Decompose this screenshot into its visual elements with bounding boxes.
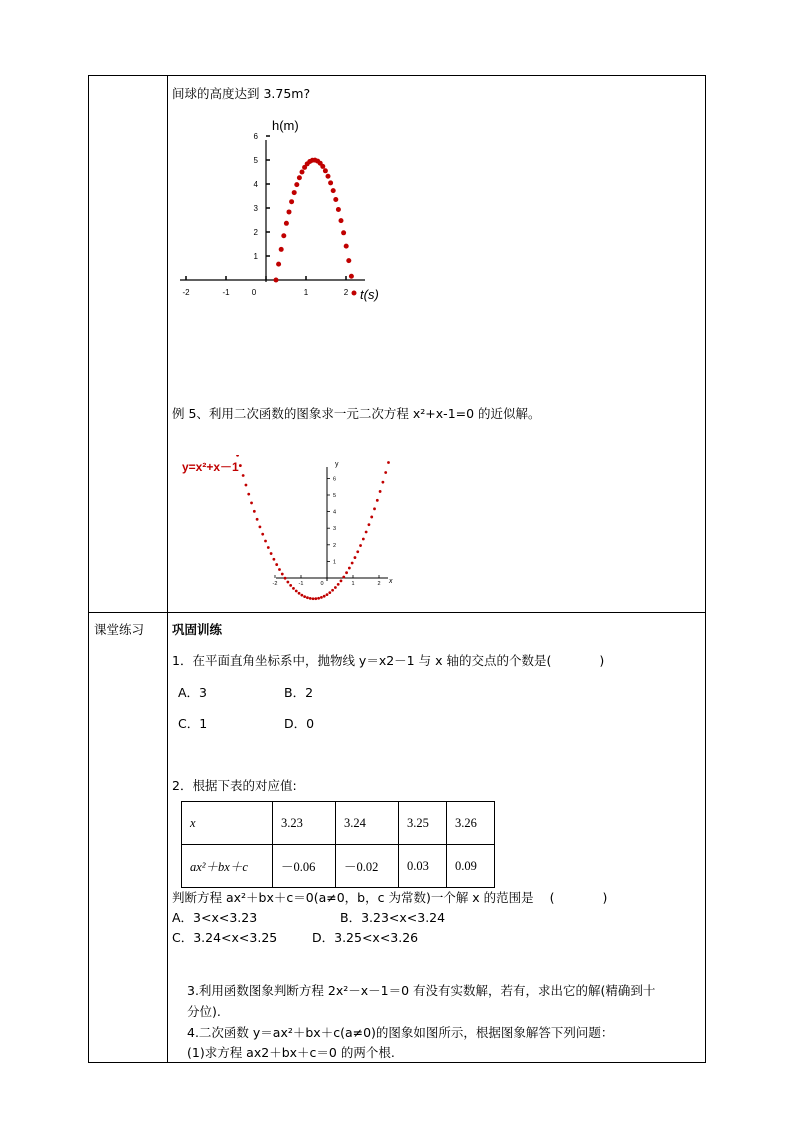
curve-dot bbox=[267, 546, 270, 549]
question-1-text: 1．在平面直角坐标系中，抛物线 y＝x2－1 与 x 轴的交点的个数是( bbox=[172, 653, 552, 668]
question-2: 2．根据下表的对应值: bbox=[172, 778, 297, 793]
curve-dot bbox=[328, 591, 331, 594]
curve-dot bbox=[276, 262, 281, 267]
y-tick-label: 5 bbox=[253, 156, 258, 165]
curve-dot bbox=[354, 556, 357, 559]
curve-dot bbox=[256, 518, 259, 521]
curve-dot bbox=[339, 218, 344, 223]
x-tick-label: -1 bbox=[298, 581, 304, 587]
curve-dot bbox=[250, 502, 253, 505]
curve-dot bbox=[261, 533, 264, 536]
curve-dot bbox=[303, 595, 306, 598]
curve-dot bbox=[294, 182, 299, 187]
y-tick-label: 4 bbox=[333, 509, 337, 516]
curve-dot bbox=[379, 490, 382, 493]
y-tick-label: 2 bbox=[253, 228, 258, 237]
curve-dot bbox=[349, 274, 354, 279]
curve-dot bbox=[292, 190, 297, 195]
curve-dot bbox=[356, 550, 359, 553]
curve-dot bbox=[300, 594, 303, 597]
table-cell: 3.24 bbox=[336, 802, 399, 845]
curve-dot bbox=[387, 461, 390, 464]
option-2d: D．3.25<x<3.26 bbox=[312, 930, 419, 945]
function-label: y=x²+x－1 bbox=[182, 460, 239, 474]
x-tick-label: 0 bbox=[320, 581, 324, 587]
curve-dot bbox=[376, 499, 379, 502]
curve-dot bbox=[278, 568, 281, 571]
option-2b: B．3.23<x<3.24 bbox=[340, 910, 446, 925]
table-cell: x bbox=[182, 802, 273, 845]
section-heading: 巩固训练 bbox=[172, 622, 223, 637]
curve-dot bbox=[342, 576, 345, 579]
x-tick-label: -2 bbox=[272, 581, 278, 587]
curve-dot bbox=[334, 586, 337, 589]
curve-dot bbox=[328, 180, 333, 185]
curve-dot bbox=[323, 595, 326, 598]
x-tick-label: 1 bbox=[303, 288, 309, 297]
table-cell: －0.02 bbox=[336, 845, 399, 888]
curve-dot bbox=[323, 168, 328, 173]
curve-dot bbox=[284, 221, 289, 226]
y-tick-label: 6 bbox=[333, 476, 337, 483]
curve-dot bbox=[284, 577, 287, 580]
option-2a: A．3<x<3.23 bbox=[172, 910, 258, 925]
question-2-paren-close: ) bbox=[602, 890, 608, 905]
curve-dot bbox=[292, 587, 295, 590]
curve-dot bbox=[253, 510, 256, 513]
y-axis-label: y bbox=[335, 461, 339, 468]
table-row bbox=[182, 845, 495, 888]
curve-dot bbox=[306, 596, 309, 599]
curve-dot bbox=[236, 455, 239, 457]
option-1d: D．0 bbox=[284, 716, 315, 731]
column-divider bbox=[167, 75, 168, 1063]
curve-dot bbox=[264, 540, 267, 543]
y-tick-label: 3 bbox=[253, 204, 258, 213]
curve-dot bbox=[242, 474, 245, 477]
curve-dot bbox=[239, 464, 242, 467]
row-label-practice: 课堂练习 bbox=[94, 622, 145, 637]
curve-dot bbox=[345, 571, 348, 574]
t-axis-label: t(s) bbox=[360, 287, 379, 302]
curve-dot bbox=[384, 471, 387, 474]
curve-dot bbox=[341, 230, 346, 235]
x-tick-label: 2 bbox=[377, 581, 381, 587]
curve-dot bbox=[368, 523, 371, 526]
x-tick-label: 0 bbox=[251, 288, 257, 297]
y-tick-label: 3 bbox=[333, 526, 337, 533]
question-2-paren-open: ( bbox=[549, 890, 555, 905]
question-2-judge-text: 判断方程 ax²＋bx＋c＝0(a≠0，b，c 为常数)一个解 x 的范围是 bbox=[172, 890, 534, 905]
curve-dot bbox=[274, 278, 279, 283]
parabola-graph bbox=[176, 455, 406, 610]
curve-dot bbox=[365, 531, 368, 534]
curve-dot bbox=[281, 573, 284, 576]
question-text: 间球的高度达到 3.75m? bbox=[172, 86, 311, 101]
curve-dot bbox=[272, 558, 275, 561]
curve-dot bbox=[326, 174, 331, 179]
question-4-line-1: 4.二次函数 y＝ax²＋bx＋c(a≠0)的图象如图所示，根据图象解答下列问题： bbox=[187, 1025, 614, 1040]
table-cell: 3.25 bbox=[399, 802, 447, 845]
x-tick-label: -1 bbox=[222, 288, 230, 297]
curve-dot bbox=[326, 593, 329, 596]
curve-dot bbox=[331, 589, 334, 592]
curve-dot bbox=[317, 597, 320, 600]
curve-dot bbox=[314, 597, 317, 600]
option-1a: A．3 bbox=[178, 685, 208, 700]
table-cell: 3.23 bbox=[273, 802, 336, 845]
curve-dot bbox=[320, 164, 325, 169]
x-tick-label: 2 bbox=[343, 288, 349, 297]
value-table bbox=[181, 801, 495, 888]
curve-dot bbox=[382, 481, 385, 484]
curve-dot bbox=[281, 233, 286, 238]
question-1 bbox=[172, 653, 604, 669]
curve-dot bbox=[286, 581, 289, 584]
x-tick-label: 1 bbox=[351, 581, 355, 587]
curve-dot bbox=[359, 544, 362, 547]
curve-dot bbox=[259, 526, 262, 529]
y-tick-label: 4 bbox=[253, 180, 258, 189]
question-3-line-2: 分位). bbox=[187, 1004, 221, 1019]
row-divider bbox=[88, 612, 706, 613]
option-2c: C．3.24<x<3.25 bbox=[172, 930, 278, 945]
curve-dot bbox=[333, 197, 338, 202]
curve-dot bbox=[297, 175, 302, 180]
curve-dot bbox=[344, 244, 349, 249]
curve-dot bbox=[337, 583, 340, 586]
y-tick-label: 1 bbox=[333, 559, 337, 566]
table-cell: －0.06 bbox=[273, 845, 336, 888]
curve-dot bbox=[247, 493, 250, 496]
x-tick-label: -2 bbox=[182, 288, 190, 297]
curve-dot bbox=[289, 584, 292, 587]
y-tick-label: 1 bbox=[253, 252, 258, 261]
table-row bbox=[182, 802, 495, 845]
curve-dot bbox=[279, 247, 284, 252]
y-tick-label: 2 bbox=[333, 542, 337, 549]
curve-dot bbox=[331, 188, 336, 193]
curve-dot bbox=[340, 579, 343, 582]
question-4-line-2: (1)求方程 ax2＋bx＋c＝0 的两个根. bbox=[187, 1045, 395, 1060]
curve-dot bbox=[373, 507, 376, 510]
table-cell: ax²＋bx＋c bbox=[182, 845, 273, 888]
option-1c: C．1 bbox=[178, 716, 208, 731]
curve-dot bbox=[346, 258, 351, 263]
x-axis-label: x bbox=[389, 578, 393, 585]
curve-dot bbox=[370, 516, 373, 519]
curve-dot bbox=[270, 552, 273, 555]
curve-dot bbox=[351, 562, 354, 565]
curve-dot bbox=[275, 563, 278, 566]
table-cell: 0.03 bbox=[399, 845, 447, 888]
table-cell: 3.26 bbox=[447, 802, 495, 845]
curve-dot bbox=[320, 596, 323, 599]
question-2-judge bbox=[172, 890, 607, 906]
ball-height-graph bbox=[170, 112, 400, 312]
table-cell: 0.09 bbox=[447, 845, 495, 888]
curve-dot bbox=[287, 209, 292, 214]
curve-dot bbox=[298, 592, 301, 595]
curve-dot bbox=[336, 207, 341, 212]
curve-dot bbox=[309, 597, 312, 600]
curve-dot bbox=[362, 538, 365, 541]
curve-dot bbox=[312, 597, 315, 600]
curve-dot bbox=[300, 169, 305, 174]
curve-dot bbox=[352, 290, 357, 295]
curve-dot bbox=[289, 199, 294, 204]
y-tick-label: 6 bbox=[253, 132, 258, 141]
question-3-line-1: 3.利用函数图象判断方程 2x²－x－1＝0 有没有实数解，若有，求出它的解(精确到十 bbox=[187, 983, 656, 998]
option-1b: B．2 bbox=[284, 685, 314, 700]
curve-dot bbox=[295, 590, 298, 593]
curve-dot bbox=[348, 567, 351, 570]
question-1-close: ) bbox=[599, 653, 605, 668]
y-tick-label: 5 bbox=[333, 493, 337, 499]
curve-dot bbox=[245, 484, 248, 487]
h-axis-label: h(m) bbox=[272, 118, 299, 133]
example-5-text: 例 5、利用二次函数的图象求一元二次方程 x²+x-1=0 的近似解。 bbox=[172, 406, 541, 421]
